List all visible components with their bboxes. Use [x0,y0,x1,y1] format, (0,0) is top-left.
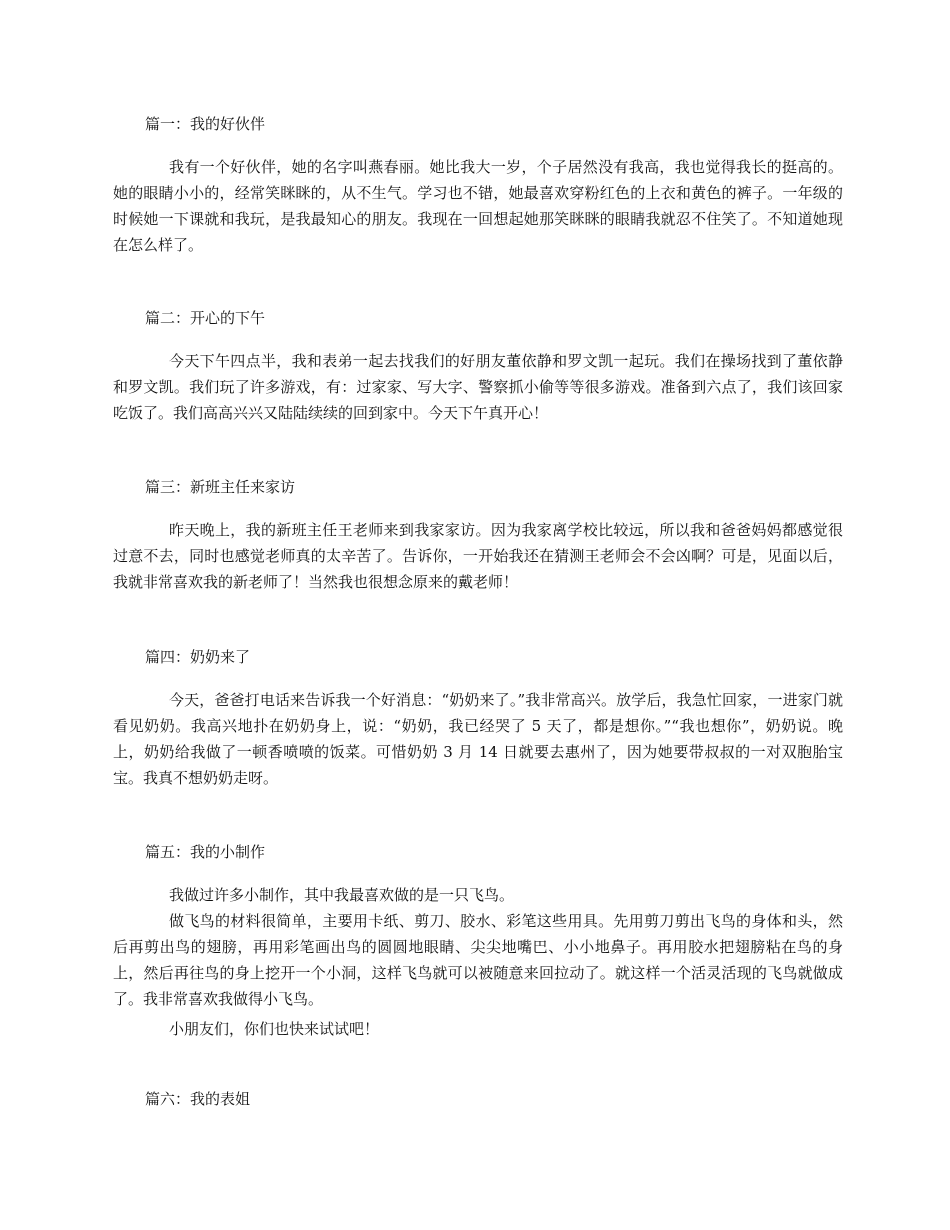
section-2-title: 篇二：开心的下午 [145,309,266,327]
section-5-paragraph-3: 小朋友们，你们也快来试试吧！ [169,1020,380,1038]
section-5-paragraph-1: 我做过许多小制作，其中我最喜欢做的是一只飞鸟。 [169,886,515,904]
section-5-title: 篇五：我的小制作 [145,843,266,861]
section-2-paragraph-1: 今天下午四点半，我和表弟一起去找我们的好朋友董依静和罗文凯一起玩。我们在操场找到了董依静和罗文凯。我们玩了许多游戏，有：过家家、写大字、警察抓小偷等等很多游戏。准备到六点了，我们该回家吃饭了。我们高高兴兴又陆陆续续的回到家中。今天下午真开心！ [113,352,843,422]
section-6-title: 篇六：我的表姐 [145,1090,251,1108]
section-1-title: 篇一：我的好伙伴 [145,115,266,133]
section-3-title: 篇三：新班主任来家访 [145,478,296,496]
section-4-title: 篇四：奶奶来了 [145,648,251,666]
section-3-paragraph-1: 昨天晚上，我的新班主任王老师来到我家家访。因为我家离学校比较远，所以我和爸爸妈妈都感觉很过意不去，同时也感觉老师真的太辛苦了。告诉你，一开始我还在猜测王老师会不会凶啊？可是，见面以后，我就非常喜欢我的新老师了！当然我也很想念原来的戴老师！ [113,521,843,591]
section-1-paragraph-1: 我有一个好伙伴，她的名字叫燕春丽。她比我大一岁，个子居然没有我高，我也觉得我长的挺高的。她的眼睛小小的，经常笑眯眯的，从不生气。学习也不错，她最喜欢穿粉红色的上衣和黄色的裤子。一年级的时候她一下课就和我玩，是我最知心的朋友。我现在一回想起她那笑眯眯的眼睛我就忍不住笑了。不知道她现在怎么样了。 [113,158,843,254]
section-4-paragraph-1: 今天，爸爸打电话来告诉我一个好消息：“奶奶来了。”我非常高兴。放学后，我急忙回家，一进家门就看见奶奶。我高兴地扑在奶奶身上，说：“奶奶，我已经哭了 5 天了，都是想你。”“我也想你”，奶奶说。晚上，奶奶给我做了一顿香喷喷的饭菜。可惜奶奶 3 月 14 日就要去惠州了，因为她要带叔叔的一对双胞胎宝宝。我真不想奶奶走呀。 [113,691,843,787]
section-5-paragraph-2: 做飞鸟的材料很简单，主要用卡纸、剪刀、胶水、彩笔这些用具。先用剪刀剪出飞鸟的身体和头，然后再剪出鸟的翅膀，再用彩笔画出鸟的圆圆地眼睛、尖尖地嘴巴、小小地鼻子。再用胶水把翅膀粘在鸟的身上，然后再往鸟的身上挖开一个小洞，这样飞鸟就可以被随意来回拉动了。就这样一个活灵活现的飞鸟就做成了。我非常喜欢我做得小飞鸟。 [113,912,843,1008]
